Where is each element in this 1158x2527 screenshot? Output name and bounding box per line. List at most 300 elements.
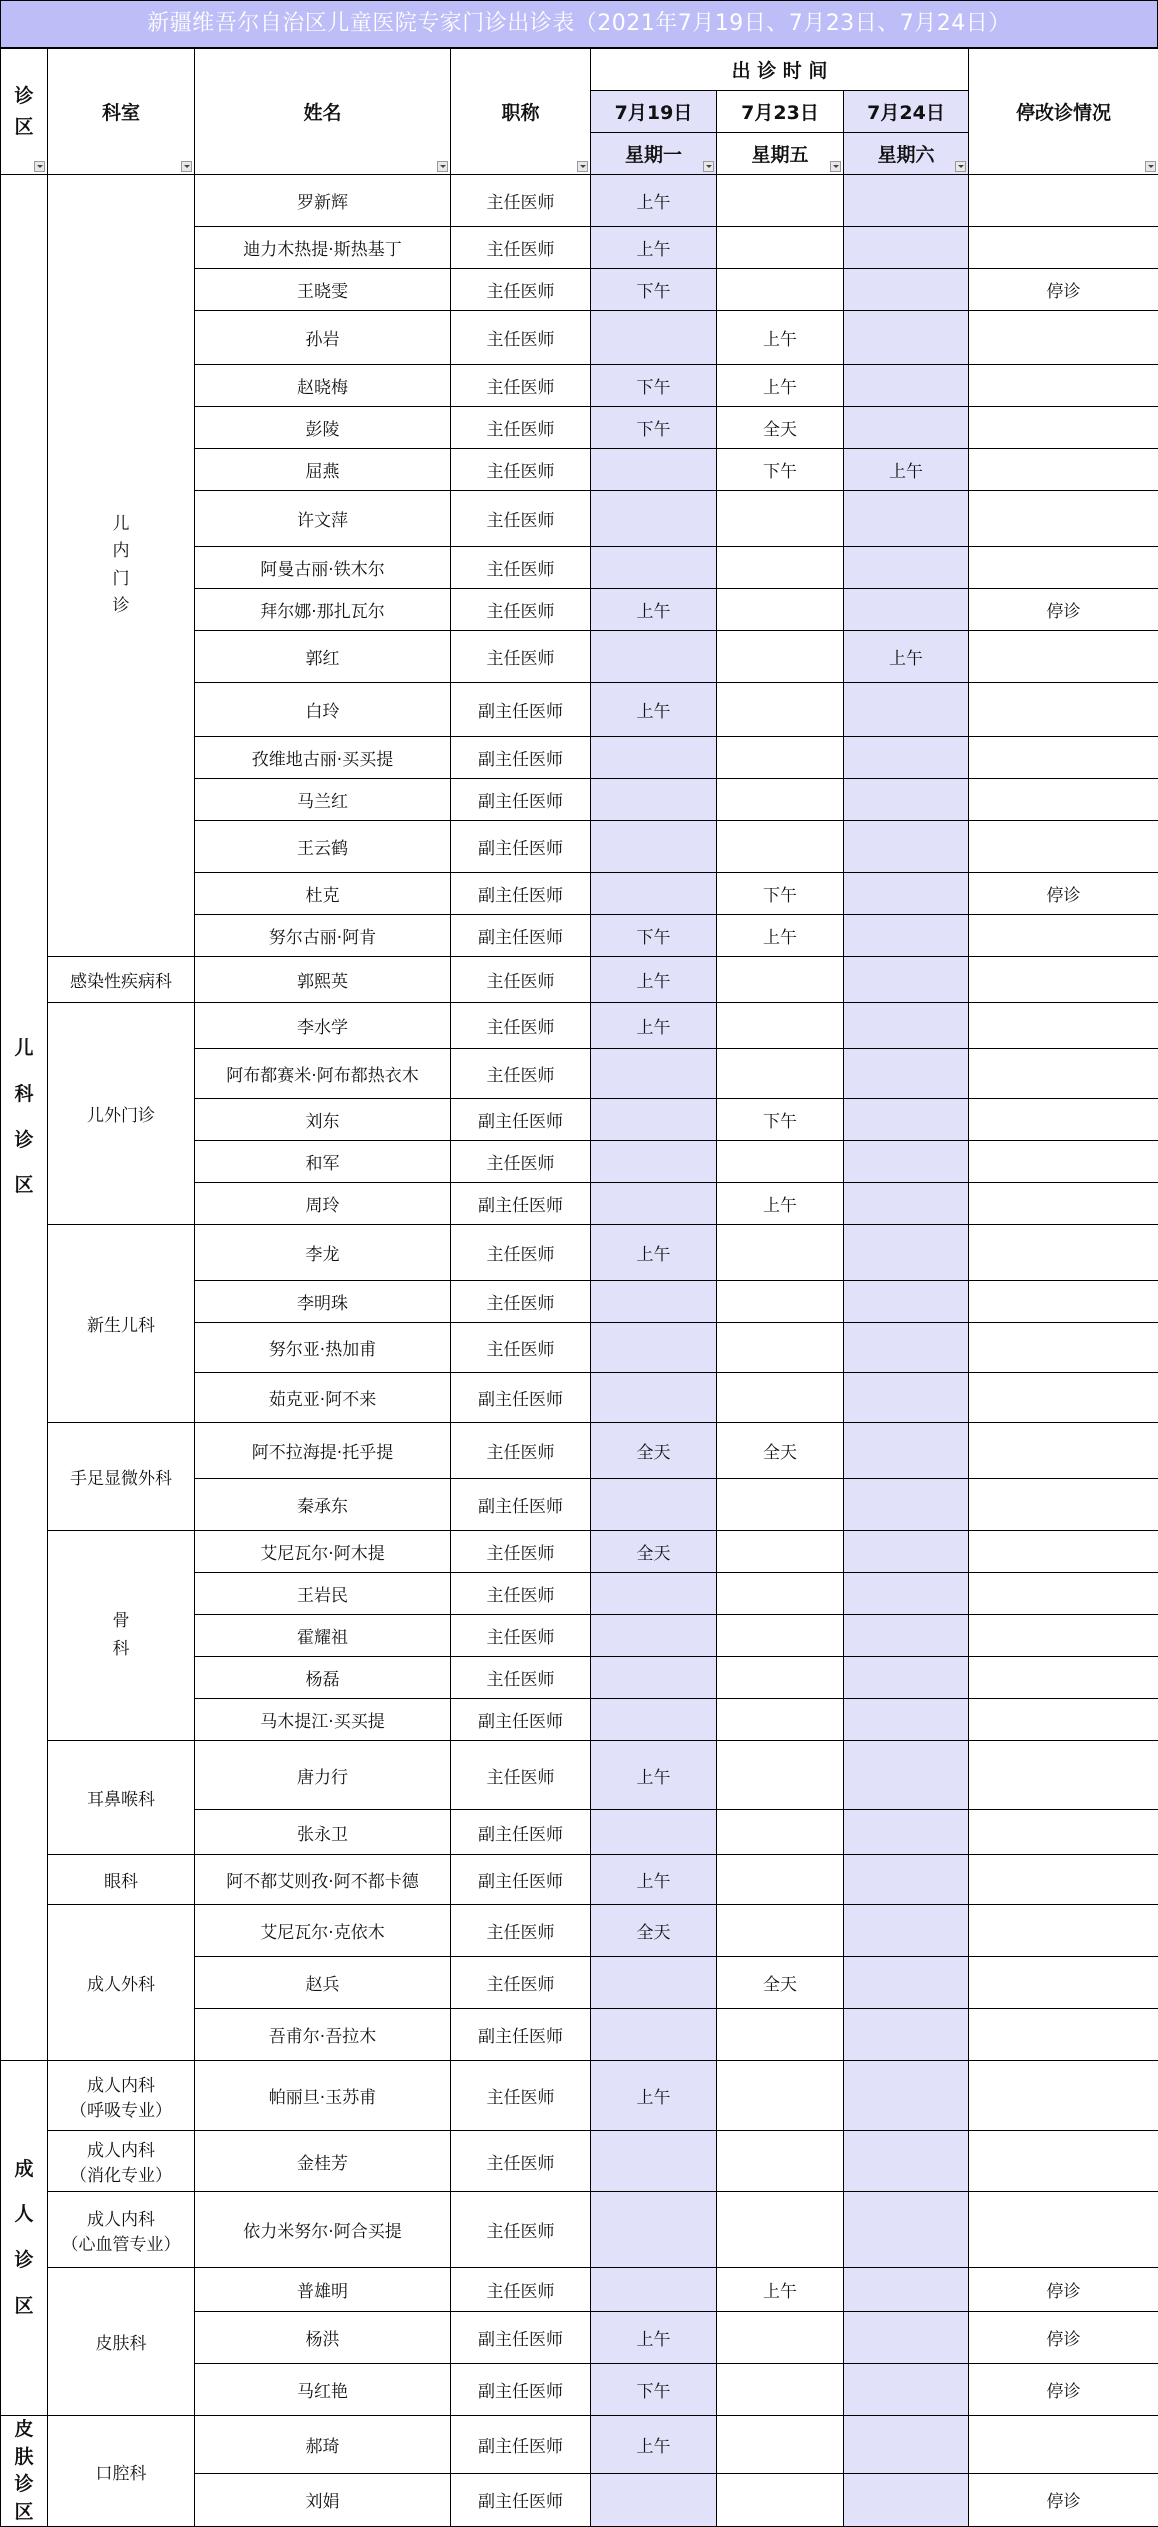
- schedule-cell-day3: [844, 2473, 969, 2526]
- schedule-cell-day2: 下午: [717, 1099, 844, 1141]
- doctor-rank-cell: 主任医师: [451, 1531, 591, 1573]
- table-row: [1, 1855, 1158, 1905]
- table-row: [1, 1225, 1158, 1281]
- schedule-cell-day2: [717, 1615, 844, 1657]
- schedule-cell-day3: [844, 547, 969, 589]
- schedule-cell-day3: [844, 2061, 969, 2131]
- schedule-cell-day2: [717, 737, 844, 779]
- schedule-cell-day3: [844, 1531, 969, 1573]
- dept-label: 儿外门诊: [87, 1106, 155, 1126]
- doctor-name-cell: 郝琦: [195, 2416, 451, 2474]
- doctor-rank-cell: 副主任医师: [451, 1699, 591, 1741]
- col-header-status: [969, 49, 1158, 175]
- schedule-cell-day3: [844, 683, 969, 737]
- weekday-header-2: [717, 133, 844, 175]
- schedule-cell-day3: [844, 821, 969, 873]
- weekday-header-3: [844, 133, 969, 175]
- doctor-name-cell: 努尔亚·热加甫: [195, 1323, 451, 1373]
- doctor-rank-cell: 副主任医师: [451, 1183, 591, 1225]
- dept-cell: [48, 2061, 195, 2131]
- status-cell: [969, 737, 1158, 779]
- doctor-rank-cell: 副主任医师: [451, 2416, 591, 2474]
- schedule-cell-day2: [717, 821, 844, 873]
- schedule-cell-day3: [844, 957, 969, 1003]
- doctor-rank-cell: 副主任医师: [451, 1373, 591, 1423]
- schedule-cell-day2: [717, 2364, 844, 2416]
- status-cell: 停诊: [969, 269, 1158, 311]
- status-cell: [969, 1141, 1158, 1183]
- schedule-cell-day1: 上午: [591, 227, 717, 269]
- status-cell: [969, 683, 1158, 737]
- schedule-group-label: 出 诊 时 间: [732, 60, 828, 82]
- dept-cell: [48, 2268, 195, 2416]
- dept-cell: [48, 2416, 195, 2527]
- zone-cell: [1, 2061, 48, 2416]
- doctor-name-cell: 罗新辉: [195, 175, 451, 227]
- doctor-name-cell: 王云鹤: [195, 821, 451, 873]
- schedule-cell-day1: [591, 1573, 717, 1615]
- filter-dropdown-icon[interactable]: [1145, 161, 1156, 172]
- doctor-rank-cell: 主任医师: [451, 1423, 591, 1479]
- doctor-rank-cell: 主任医师: [451, 227, 591, 269]
- doctor-rank-cell: 主任医师: [451, 1573, 591, 1615]
- status-cell: [969, 227, 1158, 269]
- schedule-cell-day1: 上午: [591, 957, 717, 1003]
- schedule-cell-day2: [717, 1657, 844, 1699]
- status-cell: [969, 779, 1158, 821]
- table-row: [1, 175, 1158, 227]
- filter-dropdown-icon[interactable]: [703, 161, 714, 172]
- dept-cell: [48, 1905, 195, 2061]
- doctor-name-cell: 杨洪: [195, 2312, 451, 2364]
- schedule-cell-day2: [717, 1573, 844, 1615]
- schedule-cell-day3: [844, 779, 969, 821]
- schedule-cell-day3: [844, 175, 969, 227]
- schedule-cell-day2: [717, 1049, 844, 1099]
- doctor-name-cell: 王岩民: [195, 1573, 451, 1615]
- doctor-rank-cell: 主任医师: [451, 631, 591, 683]
- schedule-cell-day2: [717, 1810, 844, 1855]
- doctor-name-cell: 艾尼瓦尔·克依木: [195, 1905, 451, 1957]
- doctor-rank-cell: 副主任医师: [451, 873, 591, 915]
- doctor-rank-cell: 副主任医师: [451, 1479, 591, 1531]
- schedule-cell-day3: [844, 589, 969, 631]
- status-cell: [969, 2192, 1158, 2268]
- schedule-cell-day2: [717, 779, 844, 821]
- status-cell: [969, 491, 1158, 547]
- filter-dropdown-icon[interactable]: [181, 161, 192, 172]
- doctor-rank-cell: 副主任医师: [451, 683, 591, 737]
- status-cell: [969, 1810, 1158, 1855]
- table-row: [1, 2061, 1158, 2131]
- schedule-cell-day2: [717, 1479, 844, 1531]
- schedule-cell-day2: [717, 1699, 844, 1741]
- doctor-rank-cell: 主任医师: [451, 1905, 591, 1957]
- schedule-cell-day2: [717, 1741, 844, 1810]
- schedule-cell-day1: [591, 1323, 717, 1373]
- doctor-rank-cell: 主任医师: [451, 491, 591, 547]
- col-header-zone: [1, 49, 48, 175]
- schedule-cell-day2: [717, 2473, 844, 2526]
- schedule-cell-day3: [844, 2364, 969, 2416]
- doctor-name-cell: 赵晓梅: [195, 365, 451, 407]
- schedule-cell-day2: 全天: [717, 1423, 844, 1479]
- dept-cell: [48, 2131, 195, 2192]
- schedule-cell-day1: 下午: [591, 915, 717, 957]
- schedule-cell-day1: 上午: [591, 2061, 717, 2131]
- dept-label: 成人内科 （心血管专业）: [62, 2210, 181, 2255]
- schedule-cell-day1: [591, 737, 717, 779]
- schedule-cell-day3: [844, 1141, 969, 1183]
- schedule-cell-day1: 下午: [591, 2364, 717, 2416]
- dept-label: 成人外科: [87, 1975, 155, 1995]
- schedule-cell-day3: [844, 1741, 969, 1810]
- dept-label: 新生儿科: [87, 1316, 155, 1336]
- status-cell: [969, 631, 1158, 683]
- schedule-cell-day1: 上午: [591, 2416, 717, 2474]
- schedule-cell-day3: [844, 1615, 969, 1657]
- doctor-name-cell: 彭陵: [195, 407, 451, 449]
- dept-cell: [48, 1741, 195, 1855]
- doctor-name-cell: 阿不拉海提·托乎提: [195, 1423, 451, 1479]
- schedule-cell-day3: [844, 737, 969, 779]
- name-header-label: 姓名: [303, 102, 341, 124]
- col-header-name: [195, 49, 451, 175]
- schedule-cell-day1: [591, 1373, 717, 1423]
- doctor-rank-cell: 主任医师: [451, 365, 591, 407]
- doctor-name-cell: 屈燕: [195, 449, 451, 491]
- doctor-name-cell: 金桂芳: [195, 2131, 451, 2192]
- schedule-cell-day3: [844, 1423, 969, 1479]
- status-cell: [969, 1741, 1158, 1810]
- status-cell: 停诊: [969, 589, 1158, 631]
- filter-dropdown-icon[interactable]: [437, 161, 448, 172]
- weekday-label: 星期六: [878, 144, 935, 166]
- schedule-cell-day2: 下午: [717, 873, 844, 915]
- schedule-cell-day2: [717, 1003, 844, 1049]
- dept-label: 手足显微外科: [70, 1469, 172, 1489]
- schedule-cell-day2: [717, 1373, 844, 1423]
- schedule-cell-day2: [717, 227, 844, 269]
- status-cell: [969, 365, 1158, 407]
- status-cell: [969, 1183, 1158, 1225]
- schedule-cell-day1: 上午: [591, 1741, 717, 1810]
- status-cell: 停诊: [969, 2473, 1158, 2526]
- schedule-cell-day1: [591, 1183, 717, 1225]
- doctor-name-cell: 茹克亚·阿不来: [195, 1373, 451, 1423]
- doctor-name-cell: 张永卫: [195, 1810, 451, 1855]
- schedule-cell-day1: [591, 631, 717, 683]
- schedule-cell-day1: [591, 821, 717, 873]
- dept-header-label: 科室: [102, 102, 140, 124]
- status-cell: [969, 1423, 1158, 1479]
- dept-label: 成人内科 （呼吸专业）: [70, 2076, 172, 2121]
- schedule-cell-day1: [591, 1615, 717, 1657]
- schedule-cell-day3: [844, 1905, 969, 1957]
- weekday-label: 星期一: [625, 144, 682, 166]
- doctor-name-cell: 马兰红: [195, 779, 451, 821]
- schedule-cell-day1: 下午: [591, 407, 717, 449]
- schedule-cell-day3: [844, 1699, 969, 1741]
- doctor-name-cell: 刘东: [195, 1099, 451, 1141]
- doctor-name-cell: 孙岩: [195, 311, 451, 365]
- schedule-cell-day3: [844, 1479, 969, 1531]
- schedule-cell-day3: [844, 365, 969, 407]
- schedule-cell-day3: [844, 1573, 969, 1615]
- schedule-cell-day2: 上午: [717, 311, 844, 365]
- status-cell: [969, 1699, 1158, 1741]
- table-row: [1, 957, 1158, 1003]
- filter-dropdown-icon[interactable]: [34, 161, 45, 172]
- doctor-rank-cell: 主任医师: [451, 1281, 591, 1323]
- dept-label: 口腔科: [96, 2464, 147, 2484]
- filter-dropdown-icon[interactable]: [577, 161, 588, 172]
- schedule-cell-day2: [717, 1225, 844, 1281]
- status-cell: [969, 2009, 1158, 2061]
- doctor-name-cell: 努尔古丽·阿肯: [195, 915, 451, 957]
- status-cell: [969, 1099, 1158, 1141]
- doctor-rank-cell: 副主任医师: [451, 1099, 591, 1141]
- weekday-label: 星期五: [751, 144, 808, 166]
- status-cell: [969, 407, 1158, 449]
- doctor-name-cell: 杜克: [195, 873, 451, 915]
- filter-dropdown-icon[interactable]: [955, 161, 966, 172]
- doctor-name-cell: 白玲: [195, 683, 451, 737]
- status-cell: 停诊: [969, 2364, 1158, 2416]
- date-header-3: 7月24日: [844, 91, 969, 133]
- doctor-name-cell: 马红艳: [195, 2364, 451, 2416]
- schedule-cell-day2: [717, 1855, 844, 1905]
- weekday-header-1: [591, 133, 717, 175]
- date-header-1: 7月19日: [591, 91, 717, 133]
- doctor-rank-cell: 副主任医师: [451, 1855, 591, 1905]
- doctor-name-cell: 帕丽旦·玉苏甫: [195, 2061, 451, 2131]
- doctor-rank-cell: 主任医师: [451, 175, 591, 227]
- schedule-cell-day3: [844, 227, 969, 269]
- schedule-cell-day2: [717, 2416, 844, 2474]
- doctor-rank-cell: 主任医师: [451, 269, 591, 311]
- doctor-name-cell: 王晓雯: [195, 269, 451, 311]
- status-cell: [969, 449, 1158, 491]
- schedule-cell-day1: 下午: [591, 365, 717, 407]
- doctor-name-cell: 郭熙英: [195, 957, 451, 1003]
- rank-header-label: 职称: [501, 102, 539, 124]
- status-cell: [969, 2131, 1158, 2192]
- status-cell: [969, 1957, 1158, 2009]
- dept-cell: [48, 957, 195, 1003]
- schedule-cell-day1: [591, 1281, 717, 1323]
- doctor-rank-cell: 副主任医师: [451, 2364, 591, 2416]
- schedule-cell-day1: [591, 2131, 717, 2192]
- doctor-rank-cell: 主任医师: [451, 1225, 591, 1281]
- schedule-cell-day3: [844, 1183, 969, 1225]
- schedule-cell-day3: [844, 2312, 969, 2364]
- schedule-cell-day1: [591, 2009, 717, 2061]
- status-cell: [969, 1905, 1158, 1957]
- schedule-cell-day3: [844, 2268, 969, 2312]
- schedule-cell-day1: 上午: [591, 589, 717, 631]
- schedule-cell-day2: [717, 2061, 844, 2131]
- schedule-cell-day2: [717, 957, 844, 1003]
- schedule-cell-day2: [717, 491, 844, 547]
- schedule-cell-day2: [717, 683, 844, 737]
- status-cell: [969, 547, 1158, 589]
- status-cell: [969, 311, 1158, 365]
- schedule-cell-day3: [844, 1281, 969, 1323]
- doctor-rank-cell: 副主任医师: [451, 821, 591, 873]
- doctor-rank-cell: 主任医师: [451, 957, 591, 1003]
- doctor-rank-cell: 副主任医师: [451, 779, 591, 821]
- dept-cell: [48, 1423, 195, 1531]
- doctor-name-cell: 周玲: [195, 1183, 451, 1225]
- doctor-name-cell: 赵兵: [195, 1957, 451, 2009]
- schedule-cell-day1: [591, 1699, 717, 1741]
- schedule-cell-day1: [591, 1049, 717, 1099]
- schedule-cell-day2: [717, 1323, 844, 1373]
- doctor-rank-cell: 副主任医师: [451, 737, 591, 779]
- doctor-rank-cell: 主任医师: [451, 1003, 591, 1049]
- schedule-cell-day2: [717, 1141, 844, 1183]
- schedule-cell-day1: 全天: [591, 1531, 717, 1573]
- schedule-cell-day3: 上午: [844, 631, 969, 683]
- dept-cell: [48, 1531, 195, 1741]
- status-cell: [969, 1531, 1158, 1573]
- status-cell: [969, 1657, 1158, 1699]
- schedule-cell-day3: [844, 2416, 969, 2474]
- schedule-cell-day1: [591, 547, 717, 589]
- status-cell: [969, 175, 1158, 227]
- schedule-cell-day1: [591, 779, 717, 821]
- doctor-rank-cell: 主任医师: [451, 449, 591, 491]
- doctor-name-cell: 杨磊: [195, 1657, 451, 1699]
- schedule-cell-day3: [844, 1049, 969, 1099]
- page-title: 新疆维吾尔自治区儿童医院专家门诊出诊表（2021年7月19日、7月23日、7月24日）: [0, 0, 1158, 48]
- dept-cell: [48, 1855, 195, 1905]
- dept-label: 感染性疾病科: [70, 972, 172, 992]
- status-cell: [969, 1615, 1158, 1657]
- status-cell: [969, 2416, 1158, 2474]
- schedule-cell-day1: [591, 1141, 717, 1183]
- status-cell: 停诊: [969, 2268, 1158, 2312]
- schedule-cell-day3: [844, 2009, 969, 2061]
- table-row: [1, 1905, 1158, 1957]
- dept-label: 骨 科: [113, 1611, 130, 1658]
- doctor-rank-cell: 主任医师: [451, 2131, 591, 2192]
- doctor-rank-cell: 主任医师: [451, 2192, 591, 2268]
- doctor-name-cell: 吾甫尔·吾拉木: [195, 2009, 451, 2061]
- status-cell: [969, 915, 1158, 957]
- dept-cell: [48, 2192, 195, 2268]
- zone-label: 皮 肤 诊 区: [14, 2418, 33, 2523]
- zone-cell: [1, 175, 48, 2061]
- doctor-name-cell: 拜尔娜·那扎瓦尔: [195, 589, 451, 631]
- status-cell: [969, 1855, 1158, 1905]
- col-header-schedule-group: [591, 49, 969, 91]
- table-row: [1, 1003, 1158, 1049]
- schedule-cell-day2: [717, 2009, 844, 2061]
- schedule-cell-day1: 上午: [591, 2312, 717, 2364]
- status-cell: [969, 1281, 1158, 1323]
- dept-label: 成人内科 （消化专业）: [70, 2141, 172, 2186]
- schedule-cell-day1: 全天: [591, 1423, 717, 1479]
- table-row: [1, 2416, 1158, 2474]
- schedule-cell-day2: 上午: [717, 365, 844, 407]
- schedule-cell-day1: 上午: [591, 1003, 717, 1049]
- schedule-cell-day1: [591, 311, 717, 365]
- schedule-cell-day1: [591, 491, 717, 547]
- schedule-cell-day3: [844, 1003, 969, 1049]
- doctor-name-cell: 艾尼瓦尔·阿木提: [195, 1531, 451, 1573]
- schedule-cell-day1: [591, 2473, 717, 2526]
- doctor-name-cell: 普雄明: [195, 2268, 451, 2312]
- doctor-rank-cell: 主任医师: [451, 311, 591, 365]
- doctor-name-cell: 李水学: [195, 1003, 451, 1049]
- schedule-cell-day3: [844, 1323, 969, 1373]
- status-cell: [969, 821, 1158, 873]
- schedule-cell-day2: [717, 175, 844, 227]
- schedule-cell-day2: 上午: [717, 2268, 844, 2312]
- doctor-rank-cell: 副主任医师: [451, 2473, 591, 2526]
- dept-cell: [48, 175, 195, 957]
- doctor-name-cell: 迪力木热提·斯热基丁: [195, 227, 451, 269]
- schedule-cell-day1: [591, 2192, 717, 2268]
- schedule-cell-day2: [717, 2312, 844, 2364]
- doctor-rank-cell: 主任医师: [451, 589, 591, 631]
- schedule-cell-day2: [717, 2192, 844, 2268]
- schedule-cell-day2: [717, 1905, 844, 1957]
- schedule-cell-day3: [844, 1855, 969, 1905]
- doctor-rank-cell: 主任医师: [451, 1141, 591, 1183]
- doctor-name-cell: 李龙: [195, 1225, 451, 1281]
- table-row: [1, 1531, 1158, 1573]
- schedule-cell-day3: [844, 1099, 969, 1141]
- doctor-rank-cell: 副主任医师: [451, 1810, 591, 1855]
- schedule-cell-day2: 上午: [717, 1183, 844, 1225]
- schedule-cell-day3: [844, 915, 969, 957]
- zone-cell: [1, 2416, 48, 2527]
- schedule-cell-day1: [591, 1810, 717, 1855]
- schedule-cell-day2: [717, 269, 844, 311]
- schedule-cell-day3: [844, 1225, 969, 1281]
- schedule-cell-day3: [844, 1957, 969, 2009]
- status-cell: [969, 1003, 1158, 1049]
- doctor-name-cell: 霍耀祖: [195, 1615, 451, 1657]
- date-header-2: 7月23日: [717, 91, 844, 133]
- filter-dropdown-icon[interactable]: [830, 161, 841, 172]
- doctor-rank-cell: 副主任医师: [451, 2009, 591, 2061]
- schedule-cell-day2: 下午: [717, 449, 844, 491]
- doctor-name-cell: 郭红: [195, 631, 451, 683]
- status-cell: [969, 1049, 1158, 1099]
- doctor-name-cell: 阿布都赛米·阿布都热衣木: [195, 1049, 451, 1099]
- doctor-rank-cell: 主任医师: [451, 547, 591, 589]
- schedule-cell-day3: [844, 311, 969, 365]
- doctor-rank-cell: 主任医师: [451, 1323, 591, 1373]
- schedule-cell-day2: 上午: [717, 915, 844, 957]
- schedule-cell-day3: [844, 1657, 969, 1699]
- schedule-cell-day1: [591, 449, 717, 491]
- status-cell: 停诊: [969, 873, 1158, 915]
- schedule-table: [0, 48, 1158, 2527]
- col-header-rank: [451, 49, 591, 175]
- status-cell: [969, 1373, 1158, 1423]
- dept-label: 儿 内 门 诊: [113, 514, 130, 616]
- schedule-cell-day1: [591, 2268, 717, 2312]
- zone-header-label: 诊 区: [1, 81, 47, 142]
- doctor-name-cell: 秦承东: [195, 1479, 451, 1531]
- schedule-body: [1, 175, 1158, 2527]
- schedule-cell-day2: [717, 631, 844, 683]
